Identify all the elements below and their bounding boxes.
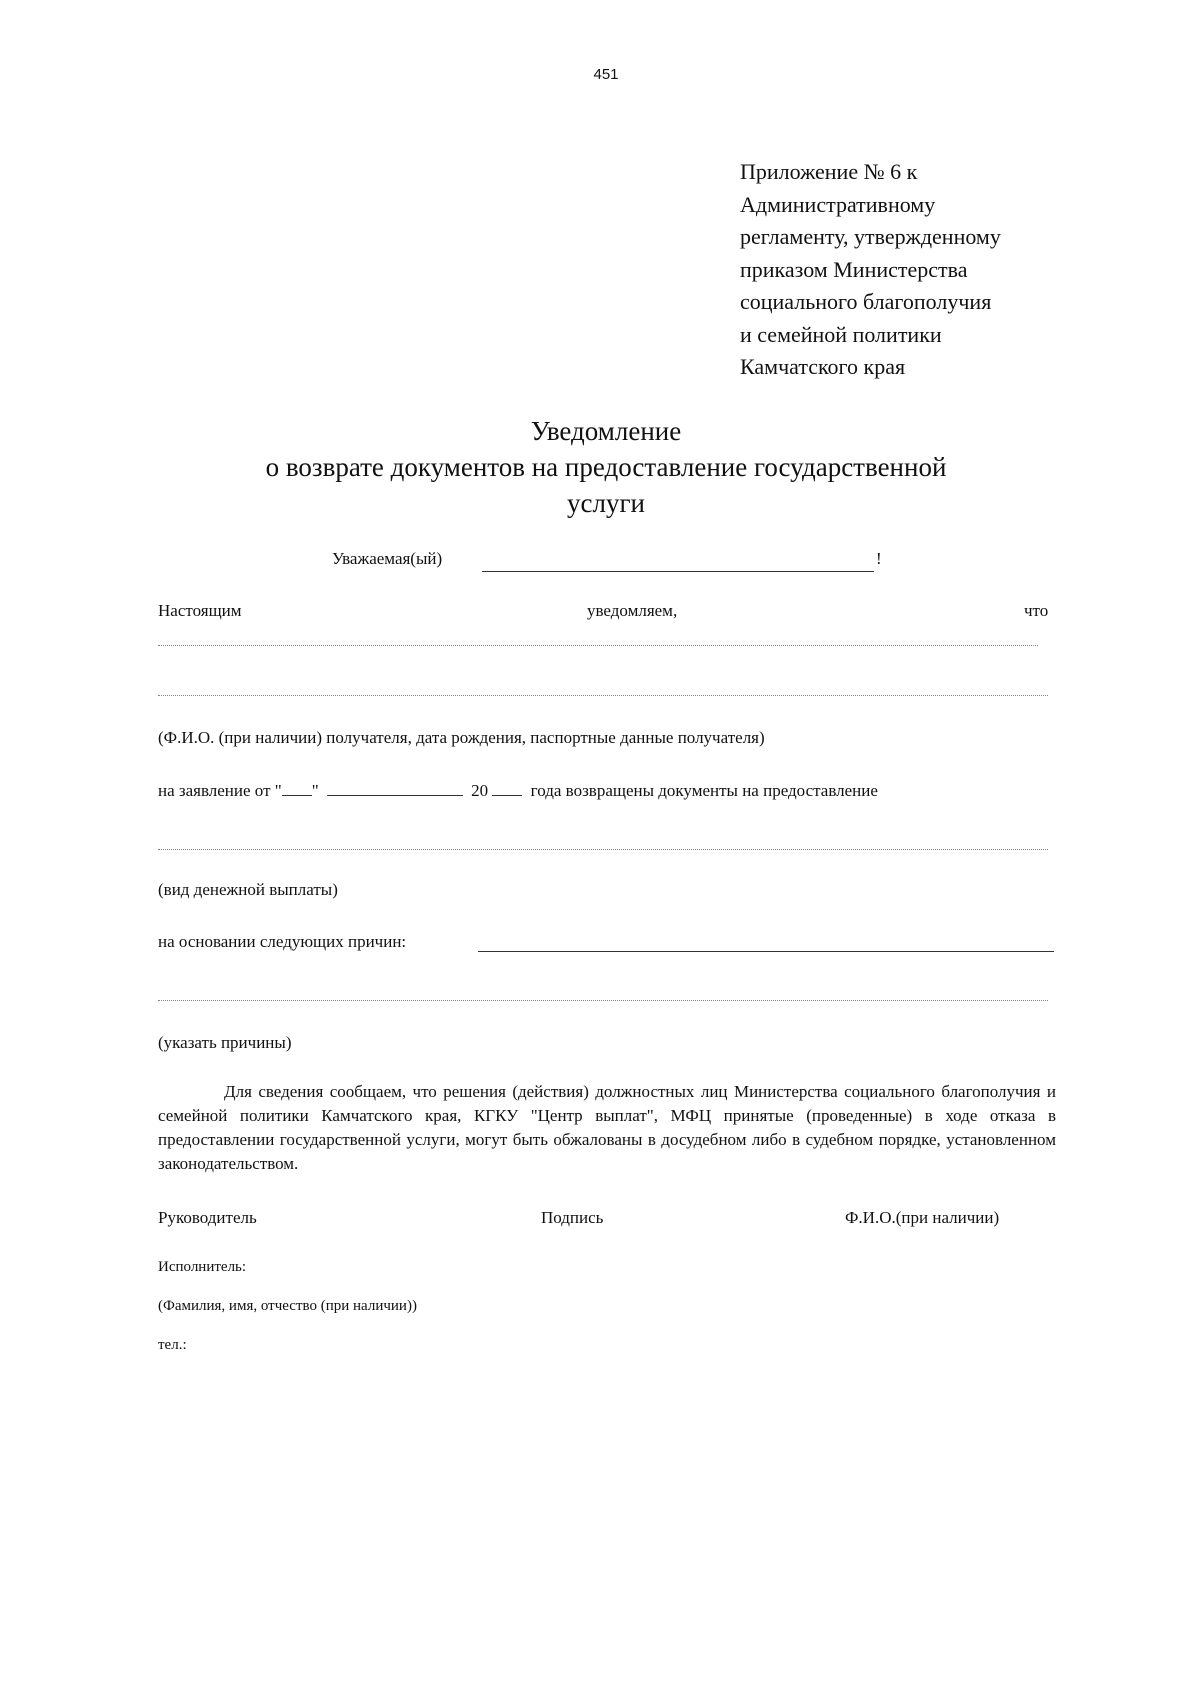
fio-caption: (Ф.И.О. (при наличии) получателя, дата рождения, паспортные данные получателя) [158, 728, 765, 747]
application-suffix: года возвращены документы на предоставление [530, 781, 878, 800]
month-field[interactable] [327, 778, 463, 796]
reasons-caption: (указать причины) [158, 1033, 292, 1052]
appendix-line: социального благополучия [740, 289, 992, 314]
notice-paragraph: Для сведения сообщаем, что решения (действия) должностных лиц Министерства социального благополучия и семейной политики Камчатского края, КГКУ "Центр выплат", МФЦ принятые (проведенные) в ходе отказа в предоставлении государственной услуги, могут быть обжалованы в досудебном либо в судебном порядке, установленном законодательством. [158, 1082, 1056, 1173]
title-line-3: услуги [567, 488, 645, 518]
recipient-name-line[interactable] [482, 571, 874, 572]
greeting-suffix: ! [876, 549, 882, 568]
payment-caption: (вид денежной выплаты) [158, 880, 338, 899]
title-line-1: Уведомление [530, 416, 682, 446]
title-line-2: о возврате документов на предоставление государственной [265, 452, 947, 482]
appendix-line: Административному [740, 191, 936, 217]
executor-phone: тел.: [158, 1337, 187, 1353]
year-field[interactable] [492, 778, 522, 796]
fill-line[interactable] [158, 645, 1038, 646]
appendix-header [740, 156, 1080, 384]
year-prefix: 20 [471, 781, 489, 800]
appendix-line: приказом Министерства [740, 256, 968, 282]
reasons-line[interactable] [478, 951, 1054, 952]
reasons-label: на основании следующих причин: [158, 932, 407, 951]
fill-line[interactable] [158, 695, 1048, 696]
appendix-line: Камчатского края [740, 354, 906, 379]
greeting-prefix: Уважаемая(ый) [332, 549, 443, 568]
signature-head: Руководитель [158, 1208, 257, 1227]
page-number: 451 [593, 66, 619, 83]
document-title [150, 413, 1062, 521]
signature-fio: Ф.И.О.(при наличии) [845, 1208, 1000, 1227]
executor-label: Исполнитель: [158, 1259, 247, 1275]
appendix-line: регламенту, утвержденному [740, 224, 1001, 249]
appendix-line: и семейной политики [740, 321, 942, 347]
appendix-line: Приложение № 6 к [740, 159, 918, 184]
fill-line[interactable] [158, 1000, 1048, 1001]
executor-name-caption: (Фамилия, имя, отчество (при наличии)) [158, 1298, 417, 1314]
notify-word-2: уведомляем, [587, 601, 678, 620]
signature-label: Подпись [541, 1208, 604, 1227]
application-prefix: на заявление от " [158, 781, 282, 800]
application-row [158, 778, 878, 801]
notify-word-1: Настоящим [158, 601, 242, 620]
notify-word-3: что [1024, 601, 1049, 620]
quote-close: " [311, 781, 319, 800]
fill-line[interactable] [158, 849, 1048, 850]
day-field[interactable] [282, 778, 312, 796]
